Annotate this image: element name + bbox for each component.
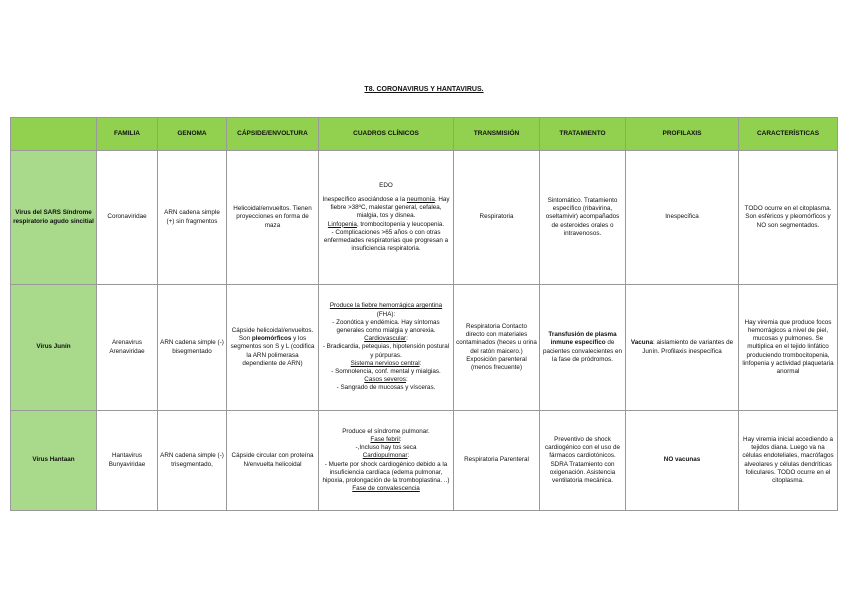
cell-cuadros-clinicos	[319, 151, 454, 285]
cell-capside: Cápside circular con proteína N/envuelta helicoidal	[227, 411, 319, 511]
cell-genoma: ARN cadena simple (-) trisegmentado,	[158, 411, 227, 511]
cell-familia: Arenavirus Arenaviridae	[97, 285, 158, 411]
cell-caracteristicas: Hay viremia que produce focos hemorrágicos a nivel de piel, mucosas y pulmones. Se multiplica en el tejido linfático produciendo trombocitopenia, linfopenia y actividad plaquetaria anormal	[739, 285, 838, 411]
table-row	[11, 411, 838, 511]
header-capside: CÁPSIDE/ENVOLTURA	[227, 118, 319, 151]
cell-transmision: Respiratoria Parenteral	[454, 411, 540, 511]
clinica-paragraph: Linfopenia, trombocitopenia y leucopenia.	[327, 220, 445, 228]
cell-genoma: ARN cadena simple (-) bisegmentado	[158, 285, 227, 411]
cell-capside: Helicoidal/envueltos. Tienen proyecciones en forma de maza	[227, 151, 319, 285]
row-virus-name: Virus Junín	[11, 285, 97, 411]
cell-capside: Cápside helicoidal/envueltos. Son pleomórficos y los segmentos son S y L (codifica la ARN polimerasa dependiente de ARN)	[227, 285, 319, 411]
cell-familia: Hantavirus Bunyaviridae	[97, 411, 158, 511]
table-row	[11, 285, 838, 411]
header-caracteristicas: CARACTERÍSTICAS	[739, 118, 838, 151]
cell-cuadros-clinicos: Produce el síndrome pulmonar. Fase febril: -,Incluso hay tos seca Cardiopulmonar: - Muerte por shock cardiogénico debido a la insuficiencia cardíaca (edema pulmonar, hipoxia, prolongación de la tromboplastina. ..) Fase de convalescencia	[319, 411, 454, 511]
clinica-edo: EDO	[379, 181, 393, 189]
cell-caracteristicas: Hay viremia inicial accediendo a tejidos diana. Luego va na células endoteliales, macrófagos alveolares y células dendríticas foliculares. TODO ocurre en el citoplasma.	[739, 411, 838, 511]
cell-transmision: Respiratoria Contacto directo con materiales contaminados (heces u orina del ratón maicero.) Exposición parenteral (menos frecuente)	[454, 285, 540, 411]
cell-genoma: ARN cadena simple (+) sin fragmentos	[158, 151, 227, 285]
row-virus-name: Virus del SARS Síndrome respiratorio agudo sincitial	[11, 151, 97, 285]
clinica-paragraph: Inespecífico asociándose a la neumonía. Hay fiebre >38ºC, malestar general, cefalea, mialgia, tos y disnea.	[322, 195, 450, 220]
cell-tratamiento: Transfusión de plasma inmune específico de pacientes convalecientes en la fase de pródromos.	[540, 285, 626, 411]
header-transmision: TRANSMISIÓN	[454, 118, 540, 151]
cell-profilaxis: Inespecífica	[626, 151, 739, 285]
row-virus-name: Virus Hantaan	[11, 411, 97, 511]
header-profilaxis: PROFILAXIS	[626, 118, 739, 151]
virus-table	[10, 117, 838, 511]
cell-transmision: Respiratoria	[454, 151, 540, 285]
cell-tratamiento: Sintomático. Tratamiento específico (ribavirina, oseltamivir) acompañados de esteroides orales o intravenosos.	[540, 151, 626, 285]
cell-cuadros-clinicos: Produce la fiebre hemorrágica argentina (FHA): - Zoonótica y endémica. Hay síntomas generales como mialgia y anorexia. Cardiovascular: - Bradicardia, petequias, hipotensión postural y púrpuras. Sistema nervioso central: - Somnolencia, conf. mental y mialgias. Casos severos: - Sangrado de mucosas y vísceras.	[319, 285, 454, 411]
cell-profilaxis: NO vacunas	[626, 411, 739, 511]
header-genoma: GENOMA	[158, 118, 227, 151]
table-header-row	[11, 118, 838, 151]
cell-familia: Coronaviridae	[97, 151, 158, 285]
cell-caracteristicas: TODO ocurre en el citoplasma. Son esféricos y pleomórficos y NO son segmentados.	[739, 151, 838, 285]
header-tratamiento: TRATAMIENTO	[540, 118, 626, 151]
cell-profilaxis: Vacuna: aislamiento de variantes de Junín. Profilaxis inespecífica	[626, 285, 739, 411]
cell-tratamiento: Preventivo de shock cardiogénico con el uso de fármacos cardiotónicos. SDRA Tratamiento con oxigenación. Asistencia ventilatoria mecánica.	[540, 411, 626, 511]
page-title: T8. CORONAVIRUS Y HANTAVIRUS.	[364, 86, 484, 93]
header-cuadros-clinicos: CUADROS CLÍNICOS	[319, 118, 454, 151]
header-corner	[11, 118, 97, 151]
clinica-paragraph: - Complicaciones >65 años o con otras enfermedades respiratorias que progresan a insuficiencia respiratoria.	[323, 228, 449, 253]
header-familia: FAMILIA	[97, 118, 158, 151]
table-row	[11, 151, 838, 285]
